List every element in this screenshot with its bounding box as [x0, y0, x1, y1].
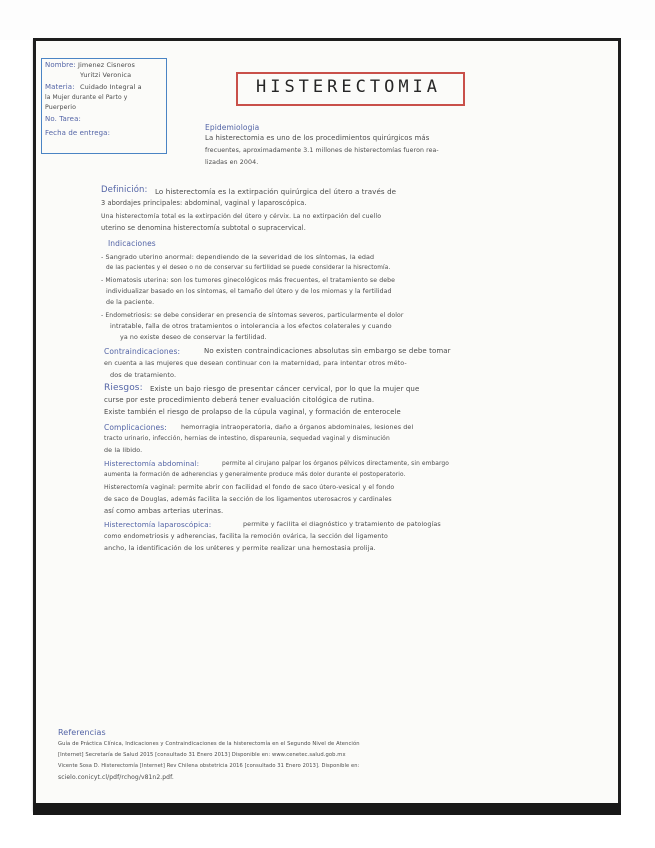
- riesgos-line-2: curse por este procedimiento deberá tener evaluación citológica de rutina.: [104, 396, 375, 404]
- complicaciones-line-2: tracto urinario, infección, hernias de intestino, dispareunia, sequedad vaginal y disminución: [104, 435, 390, 442]
- materia-value-1: Cuidado Integral a: [80, 83, 142, 91]
- epidemiologia-line-2: frecuentes, aproximadamente 3.1 millones de histerectomías fueron rea-: [205, 147, 439, 154]
- abdominal-line-1: permite al cirujano palpar los órganos pélvicos directamente, sin embargo: [222, 461, 449, 467]
- definicion-line-3: Una histerectomía total es la extirpación del útero y cérvix. La no extirpación del cuello: [101, 213, 382, 220]
- nombre-value-2: Yuritzi Veronica: [80, 71, 132, 79]
- definicion-line-1: Lo histerectomía es la extirpación quirúrgica del útero a través de: [155, 187, 397, 196]
- nombre-value-1: Jimenez Cisneros: [78, 61, 135, 69]
- epidemiologia-line-1: La histerectomia es uno de los procedimientos quirúrgicos más: [205, 134, 430, 142]
- complicaciones-line-1: hemorragia intraoperatoria, daño a órganos abdominales, lesiones del: [181, 423, 414, 431]
- indicaciones-heading: Indicaciones: [108, 239, 156, 248]
- indicaciones-line-2: de las pacientes y el deseo o no de conservar su fertilidad se puede considerar la hisrectomía.: [106, 265, 391, 271]
- materia-value-2: la Mujer durante el Parto y: [45, 94, 128, 101]
- complicaciones-label: Complicaciones:: [104, 423, 167, 432]
- indicaciones-line-7: intratable, falla de otros tratamientos o intolerancia a los efectos colaterales y cuando: [110, 323, 392, 330]
- abdominal-label: Histerectomía abdominal:: [104, 459, 200, 468]
- referencia-line-4: scielo.conicyt.cl/pdf/rchog/v81n2.pdf.: [58, 774, 174, 781]
- materia-value-3: Puerperio: [45, 104, 77, 111]
- indicaciones-line-5: de la paciente.: [106, 299, 155, 306]
- definicion-label: Definición:: [101, 185, 148, 195]
- epidemiologia-heading: Epidemiologia: [205, 123, 260, 132]
- indicaciones-line-6: - Endometriosis: se debe considerar en presencia de síntomas severos, particularmente el dolor: [101, 312, 404, 319]
- riesgos-line-1: Existe un bajo riesgo de presentar cáncer cervical, por lo que la mujer que: [150, 385, 420, 393]
- laparoscopica-line-3: ancho, la identificación de los uréteres y permite realizar una hemostasia prolija.: [104, 544, 376, 552]
- contraindicaciones-line-1: No existen contraindicaciones absolutas sin embargo se debe tomar: [204, 347, 451, 355]
- sheet-border-right: [618, 38, 621, 814]
- indicaciones-line-8: ya no existe deseo de conservar la fertilidad.: [120, 334, 267, 341]
- nombre-label: Nombre:: [45, 61, 76, 69]
- sheet-border-left: [33, 38, 36, 814]
- materia-label: Materia:: [45, 83, 75, 91]
- sheet-border-bottom: [33, 803, 621, 815]
- contraindicaciones-line-2: en cuenta a las mujeres que desean continuar con la maternidad, para intentar otros méto-: [104, 359, 407, 367]
- sheet-border-top: [33, 38, 621, 41]
- referencia-line-3: Vicente Sosa D. Histerectomía [Internet] Rev Chilena obstetricia 2016 [consultado 31 Enero 2013]. Disponible en:: [58, 763, 360, 769]
- referencia-line-2: [Internet] Secretaría de Salud 2015 [consultado 31 Enero 2013] Disponible en: www.cenetec.salud.gob.mx: [58, 752, 346, 758]
- background: [0, 0, 655, 40]
- laparoscopica-label: Histerectomía laparoscópica:: [104, 520, 212, 529]
- riesgos-line-3: Existe también el riesgo de prolapso de la cúpula vaginal, y formación de enterocele: [104, 408, 401, 416]
- definicion-line-4: uterino se denomina histerectomía subtotal o supracervical.: [101, 224, 306, 232]
- vaginal-line-2: de saco de Douglas, además facilita la sección de los ligamentos uterosacros y cardinales: [104, 496, 392, 503]
- vaginal-line-3: así como ambas arterias uterinas.: [104, 507, 224, 515]
- laparoscopica-line-2: como endometriosis y adherencias, facilita la remoción ovárica, la sección del ligamento: [104, 533, 388, 540]
- contraindicaciones-label: Contraindicaciones:: [104, 347, 181, 356]
- laparoscopica-line-1: permite y facilita el diagnóstico y tratamiento de patologías: [243, 520, 441, 528]
- epidemiologia-line-3: lizadas en 2004.: [205, 159, 259, 166]
- indicaciones-line-3: - Miomatosis uterina: son los tumores ginecológicos más frecuentes, el tratamiento se debe: [101, 277, 396, 284]
- riesgos-label: Riesgos:: [104, 383, 143, 393]
- definicion-line-2: 3 abordajes principales: abdominal, vaginal y laparoscópica.: [101, 199, 307, 207]
- page-title: HISTERECTOMIA: [255, 77, 442, 97]
- fecha-label: Fecha de entrega:: [45, 129, 111, 137]
- tarea-label: No. Tarea:: [45, 115, 81, 123]
- contraindicaciones-line-3: dos de tratamiento.: [110, 371, 177, 379]
- vaginal-line-1: Histerectomía vaginal: permite abrir con facilidad el fondo de saco útero-vesical y el fondo: [104, 484, 395, 491]
- abdominal-line-2: aumenta la formación de adherencias y generalmente produce más dolor durante el postoperatorio.: [104, 472, 406, 478]
- indicaciones-line-4: individualizar basado en los síntomas, el tamaño del útero y de los miomas y la fertilidad: [106, 288, 392, 295]
- referencias-heading: Referencias: [58, 728, 106, 737]
- complicaciones-line-3: de la libido.: [104, 446, 143, 454]
- indicaciones-line-1: - Sangrado uterino anormal: dependiendo de la severidad de los síntomas, la edad: [101, 253, 375, 261]
- referencia-line-1: Guía de Práctica Clínica, Indicaciones y Contraindicaciones de la histerectomía en el Segundo Nivel de Atención: [58, 741, 360, 747]
